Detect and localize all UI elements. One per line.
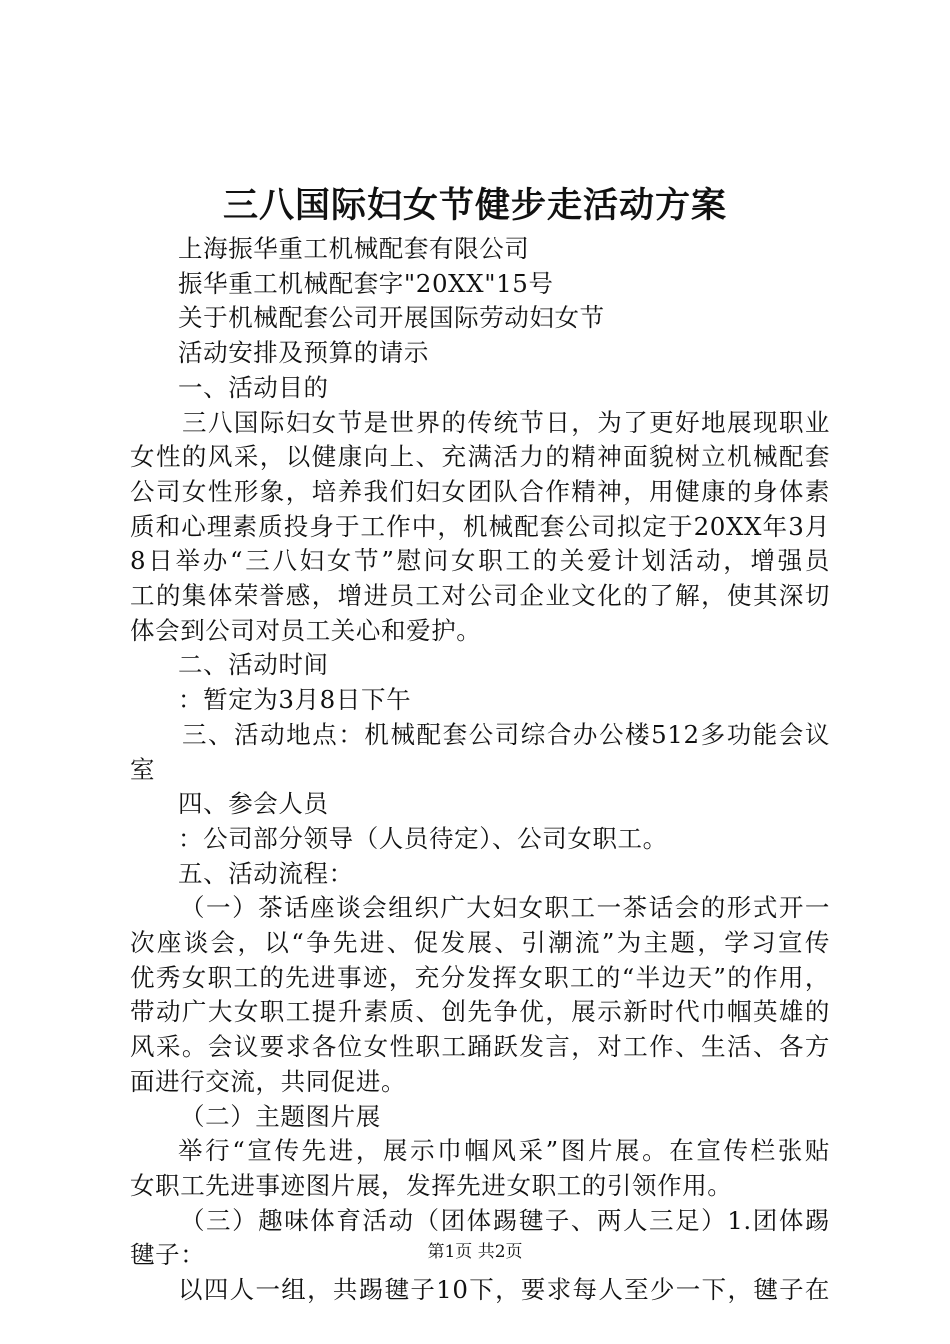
attendees-detail-line: ：公司部分领导（人员待定）、公司女职工。 bbox=[178, 823, 668, 853]
document-title: 三八国际妇女节健步走活动方案 bbox=[222, 185, 727, 226]
page-footer: 第1页 共2页 bbox=[427, 1242, 523, 1262]
paragraph-line: 毽子： bbox=[130, 1240, 206, 1270]
paragraph-line: 带动广大女职工提升素质、创先争优，展示新时代巾帼英雄的 bbox=[130, 997, 830, 1027]
subject-line-2: 活动安排及预算的请示 bbox=[178, 338, 429, 368]
paragraph-line: 女性的风采，以健康向上、充满活力的精神面貌树立机械配套 bbox=[130, 442, 830, 472]
time-detail-line: ：暂定为3月8日下午 bbox=[178, 685, 412, 715]
section-heading-process: 五、活动流程： bbox=[178, 858, 354, 888]
paragraph-line: 公司女性形象，培养我们妇女团队合作精神，用健康的身体素 bbox=[130, 476, 830, 506]
section-heading-purpose: 一、活动目的 bbox=[178, 372, 329, 402]
section-heading-attendees: 四、参会人员 bbox=[178, 789, 329, 819]
subsection-heading-sports: （三）趣味体育活动（团体踢毽子、两人三足）1.团体踢 bbox=[180, 1205, 830, 1235]
subsection-heading-photo-exhibit: （二）主题图片展 bbox=[180, 1101, 381, 1131]
paragraph-line: 以四人一组，共踢毽子10下，要求每人至少一下，毽子在 bbox=[178, 1275, 830, 1305]
subject-line-1: 关于机械配套公司开展国际劳动妇女节 bbox=[178, 303, 605, 333]
paragraph-line: 工的集体荣誉感，增进员工对公司企业文化的了解，使其深切 bbox=[130, 581, 830, 611]
paragraph-line: 质和心理素质投身于工作中，机械配套公司拟定于20XX年3月 bbox=[130, 511, 830, 541]
document-number-line: 振华重工机械配套字"20XX"15号 bbox=[178, 268, 554, 298]
location-continuation-line: 室 bbox=[130, 754, 156, 784]
paragraph-line: 面进行交流，共同促进。 bbox=[130, 1066, 407, 1096]
paragraph-line: 次座谈会，以“争先进、促发展、引潮流”为主题，学习宣传 bbox=[130, 928, 830, 958]
paragraph-line: 女职工先进事迹图片展，发挥先进女职工的引领作用。 bbox=[130, 1170, 733, 1200]
paragraph-line: 举行“宣传先进，展示巾帼风采”图片展。在宣传栏张贴 bbox=[178, 1136, 830, 1166]
paragraph-line: （一）茶话座谈会组织广大妇女职工一茶话会的形式开一 bbox=[180, 893, 830, 923]
company-name-line: 上海振华重工机械配套有限公司 bbox=[178, 234, 530, 263]
section-heading-location: 三、活动地点：机械配套公司综合办公楼512多功能会议 bbox=[182, 719, 830, 749]
document-body bbox=[130, 232, 830, 1308]
paragraph-line: 8日举办“三八妇女节”慰问女职工的关爱计划活动，增强员 bbox=[130, 546, 830, 576]
section-heading-time: 二、活动时间 bbox=[178, 650, 329, 680]
paragraph-line: 风采。会议要求各位女性职工踊跃发言，对工作、生活、各方 bbox=[130, 1032, 830, 1062]
paragraph-line: 体会到公司对员工关心和爱护。 bbox=[130, 615, 482, 645]
paragraph-line: 优秀女职工的先进事迹，充分发挥女职工的“半边天”的作用， bbox=[130, 962, 830, 992]
paragraph-line: 三八国际妇女节是世界的传统节日，为了更好地展现职业 bbox=[182, 407, 830, 437]
